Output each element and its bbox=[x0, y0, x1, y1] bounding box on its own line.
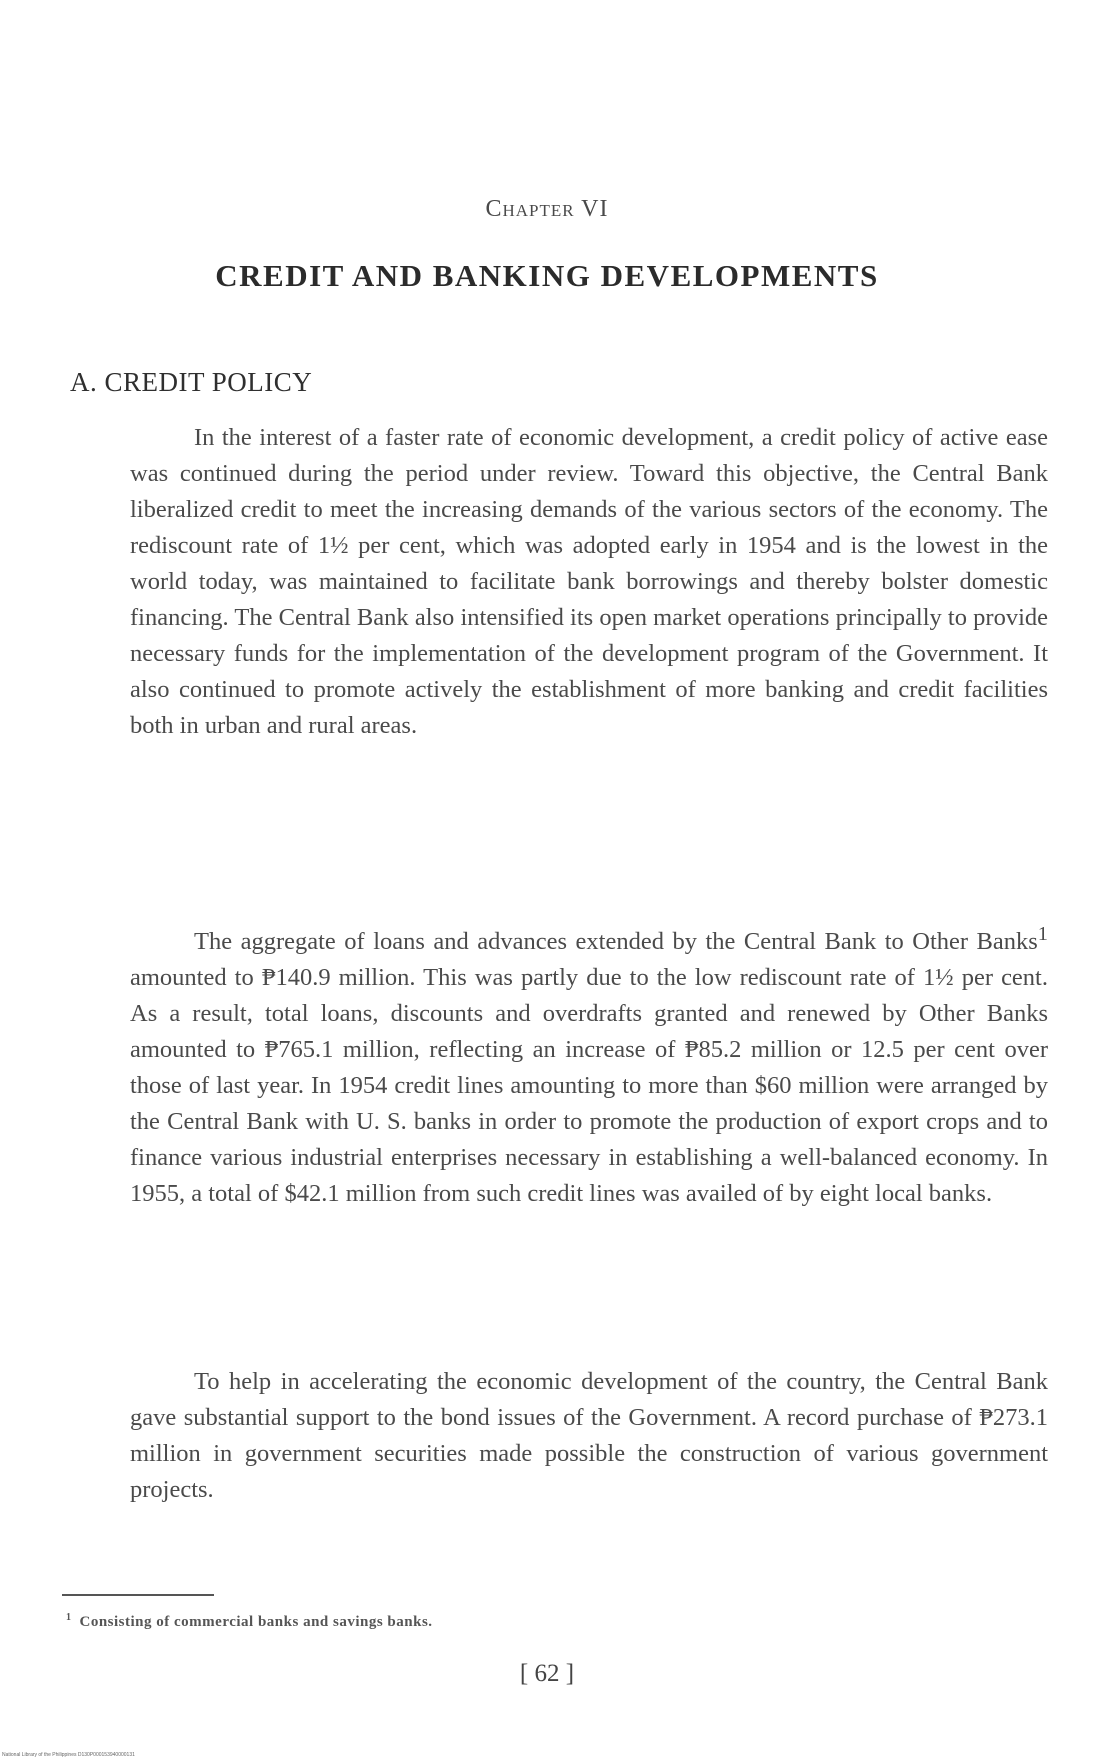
paragraph-text-after-note: amounted to ₱140.9 million. This was partly due to the low rediscount rate of 1½ per cent. As a result, total loans, discounts and overdrafts granted and renewed by Other Banks amounted to ₱765.1 million, reflecting an increase of ₱85.2 million or 12.5 per cent over those of last year. In 1954 credit lines amounting to more than $60 million were arranged by the Central Bank with U. S. banks in order to promote the production of export crops and to finance various industrial enterprises necessary in establishing a well-balanced economy. In 1955, a total of $42.1 million from such credit lines was availed of by eight local banks. bbox=[130, 964, 1048, 1208]
library-watermark: National Library of the Philippines D130P000153940000131 bbox=[2, 1752, 135, 1758]
chapter-label: Chapter VI bbox=[485, 196, 609, 222]
paragraph-text bbox=[130, 916, 1048, 1212]
body-paragraph-2 bbox=[130, 916, 1048, 1212]
body-paragraph-1 bbox=[130, 420, 1048, 744]
footnote-marker: 1 bbox=[66, 1612, 72, 1623]
footnote-divider bbox=[62, 1594, 214, 1596]
chapter-title: CREDIT AND BANKING DEVELOPMENTS bbox=[215, 258, 879, 293]
paragraph-text: To help in accelerating the economic development of the country, the Central Bank gave substantial support to the bond issues of the Government. A record purchase of ₱273.1 million in government securities made possible the construction of various government projects. bbox=[130, 1368, 1048, 1503]
paragraph-text: In the interest of a faster rate of economic development, a credit policy of active ease was continued during the period under review. Toward this objective, the Central Bank liberalized credit to meet the increasing demands of the various sectors of the economy. The rediscount rate of 1½ per cent, which was adopted early in 1954 and is the lowest in the world today, was maintained to facilitate bank borrowings and thereby bolster domestic financing. The Central Bank also intensified its open market operations principally to provide necessary funds for the implementation of the development program of the Government. It also continued to promote actively the establishment of more banking and credit facilities both in urban and rural areas. bbox=[130, 424, 1048, 739]
footnote-reference: 1 bbox=[1037, 923, 1048, 945]
section-heading: A. CREDIT POLICY bbox=[70, 367, 313, 397]
footnote-text: Consisting of commercial banks and savings banks. bbox=[79, 1614, 433, 1630]
paragraph-text-before-note: The aggregate of loans and advances extended by the Central Bank to Other Banks bbox=[194, 928, 1038, 956]
page-number: [ 62 ] bbox=[519, 1660, 575, 1687]
body-paragraph-3 bbox=[130, 1364, 1048, 1508]
footnote bbox=[66, 1612, 433, 1631]
